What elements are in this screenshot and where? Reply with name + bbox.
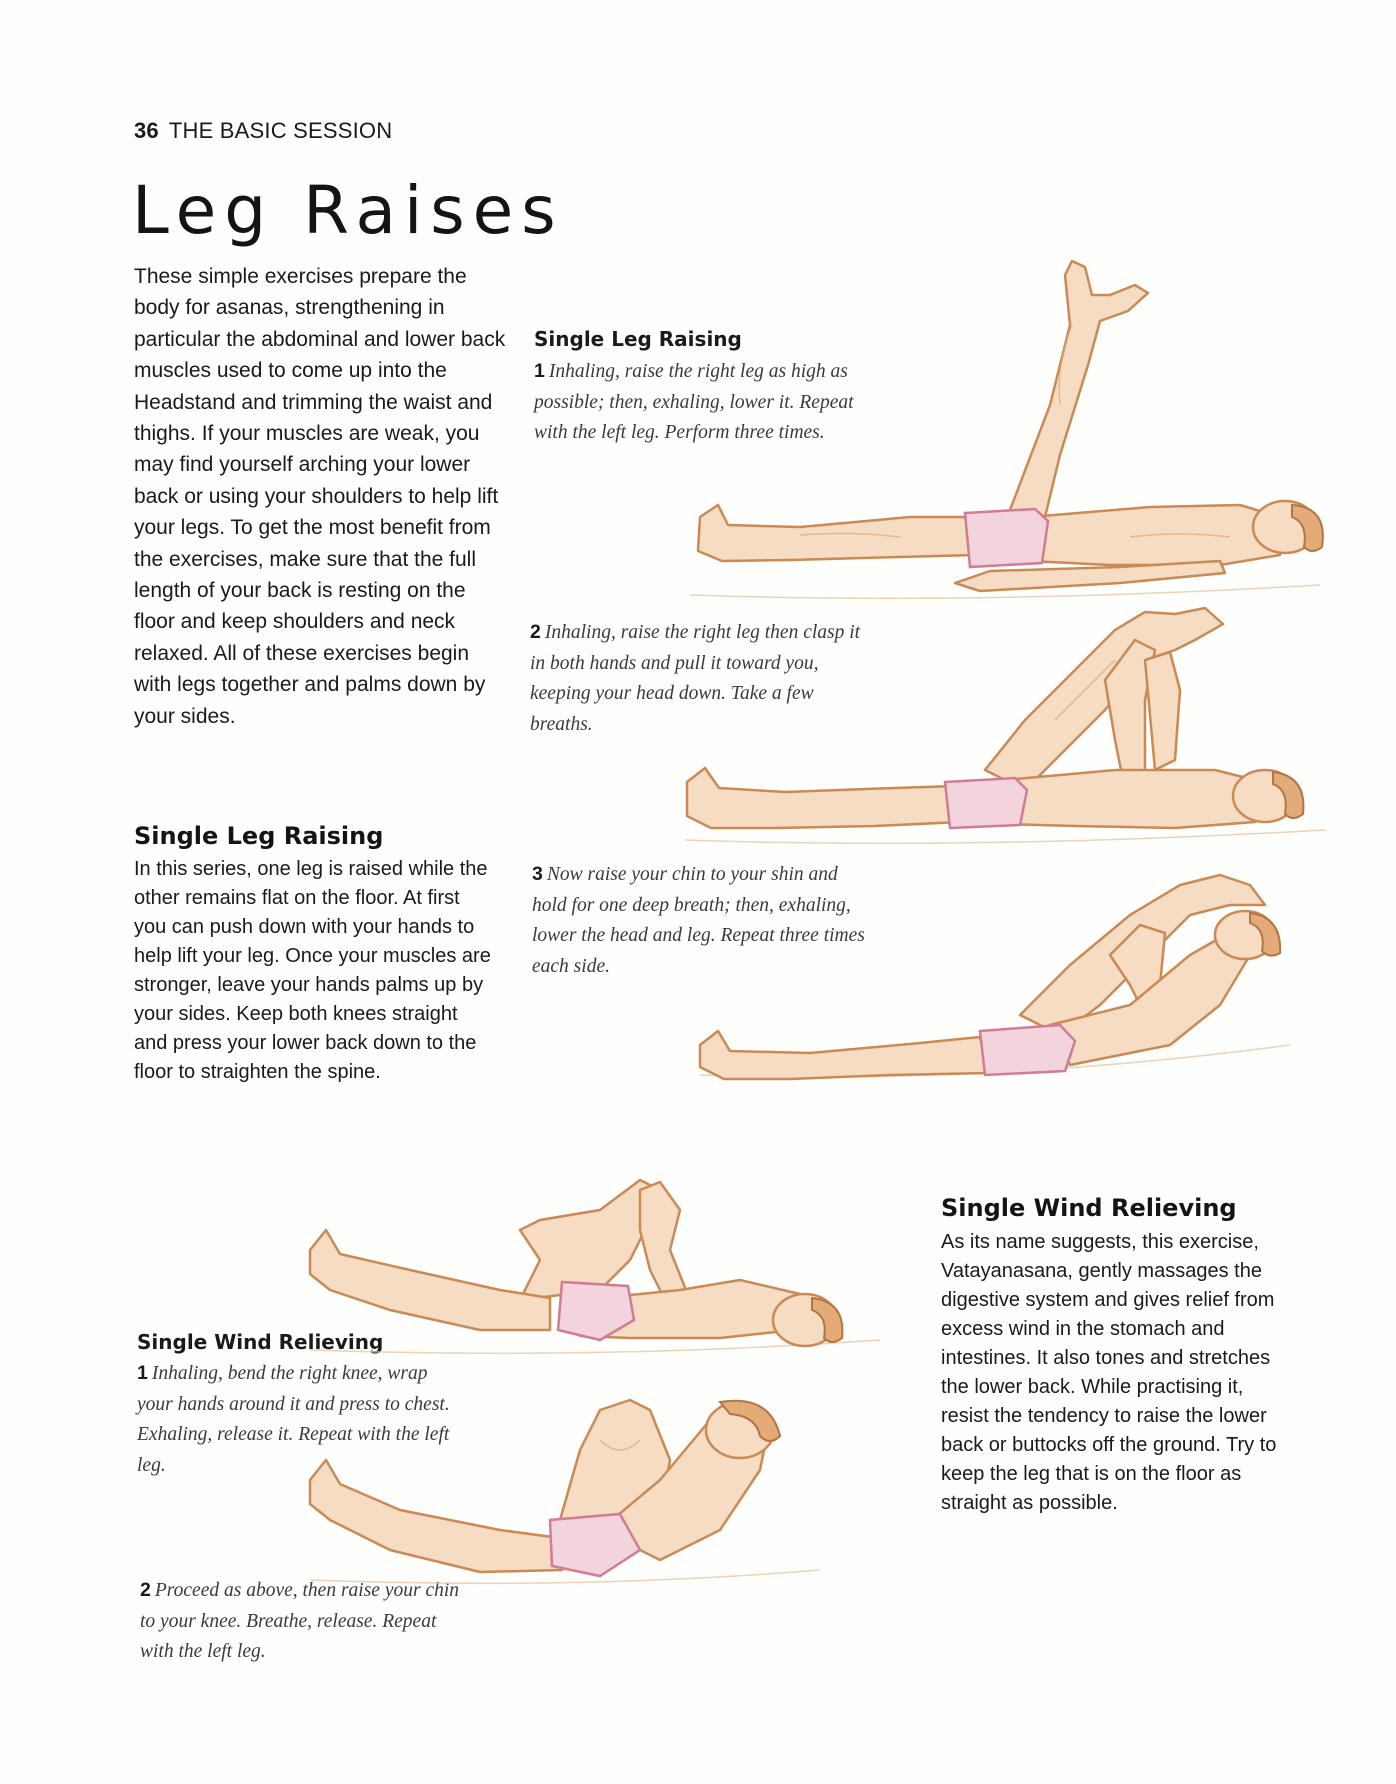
step-text: Inhaling, bend the right knee, wrap your hands around it and press to chest. Exhaling, release it. Repeat with the left leg. bbox=[137, 1363, 450, 1476]
step-number: 1 bbox=[137, 1362, 148, 1384]
wind-relieving-caption-heading: Single Wind Relieving bbox=[137, 1330, 384, 1354]
single-leg-raising-heading: Single Leg Raising bbox=[134, 822, 384, 850]
page-title: Leg Raises bbox=[132, 172, 564, 249]
step-text: Proceed as above, then raise your chin to your knee. Breathe, release. Repeat with the left leg. bbox=[140, 1580, 460, 1662]
illustration-leg-raise-1 bbox=[680, 255, 1340, 615]
step-text: Inhaling, raise the right leg as high as possible; then, exhaling, lower it. Repeat with the left leg. Perform three times. bbox=[534, 361, 854, 443]
illustration-wind-relieving-2 bbox=[300, 1380, 860, 1600]
step-text: Now raise your chin to your shin and hold for one deep breath; then, exhaling, lower the head and leg. Repeat three times each side. bbox=[532, 864, 865, 977]
illustration-leg-raise-2 bbox=[675, 600, 1335, 860]
illustration-leg-raise-3 bbox=[690, 865, 1340, 1095]
step-text: Inhaling, raise the right leg then clasp it in both hands and pull it toward you, keeping your head down. Take a few breaths. bbox=[530, 622, 861, 735]
step-number: 3 bbox=[532, 863, 543, 885]
step-number: 1 bbox=[534, 360, 545, 382]
single-leg-raising-text: In this series, one leg is raised while the other remains flat on the floor. At first you can push down with your hands to help lift your leg. Once your muscles are stronger, leave your hands palms up by your sides. Keep both knees straight and press your lower back down to the floor to straighten the spine. bbox=[134, 858, 491, 1083]
page-number: 36 bbox=[134, 118, 159, 143]
section-name: THE BASIC SESSION bbox=[168, 118, 393, 143]
intro-paragraph: These simple exercises prepare the body for asanas, strengthening in particular the abdominal and lower back muscles used to come up into the Headstand and trimming the waist and thighs. If your muscles are weak, you may find yourself arching your lower back or using your shoulders to help lift your legs. To get the most benefit from the exercises, make sure that the full length of your back is resting on the floor and keep shoulders and neck relaxed. All of these exercises begin with legs together and palms down by your sides. bbox=[134, 265, 506, 728]
running-head bbox=[134, 118, 392, 144]
step-number: 2 bbox=[140, 1579, 151, 1601]
step-number: 2 bbox=[530, 621, 541, 643]
leg-raising-caption-heading: Single Leg Raising bbox=[534, 327, 742, 351]
single-wind-relieving-heading: Single Wind Relieving bbox=[941, 1194, 1237, 1222]
single-wind-relieving-text: As its name suggests, this exercise, Vatayanasana, gently massages the digestive system and gives relief from excess wind in the stomach and intestines. It also tones and stretches the lower back. While practising it, resist the tendency to raise the lower back or buttocks off the ground. Try to keep the leg that is on the floor as straight as possible. bbox=[941, 1231, 1277, 1514]
illustration-wind-relieving-1 bbox=[300, 1170, 900, 1370]
